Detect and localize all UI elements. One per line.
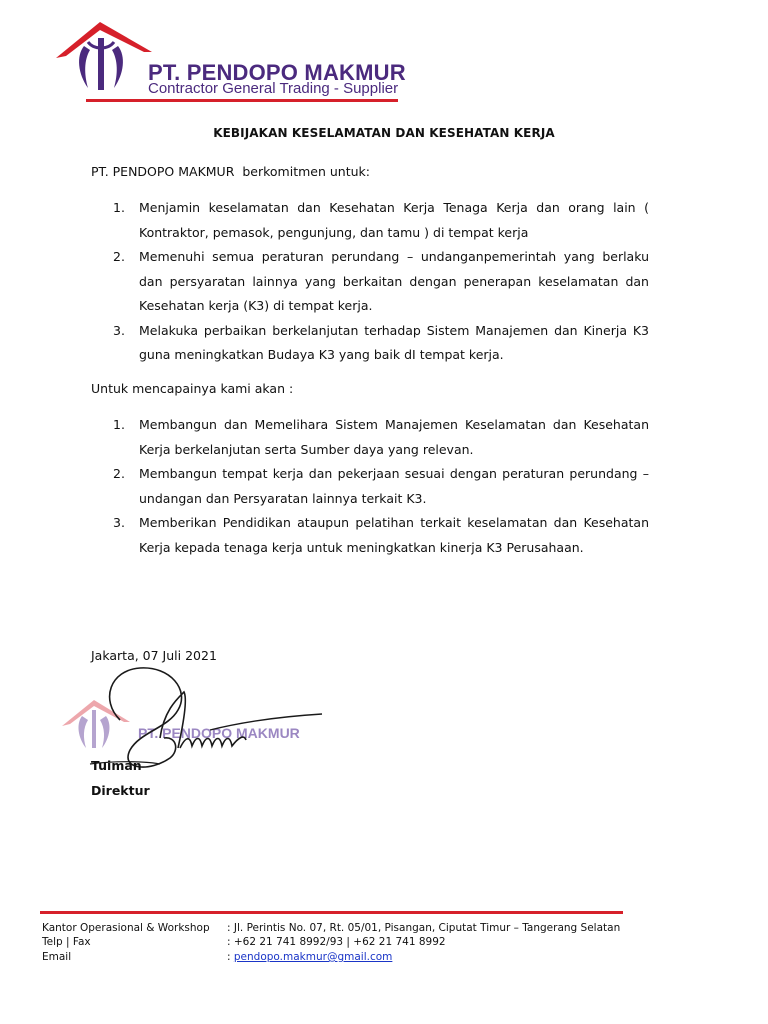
- place-date: Jakarta, 07 Juli 2021: [91, 648, 217, 663]
- footer-phone-label: Telp | Fax: [42, 936, 91, 948]
- list-text: Memenuhi semua peraturan perundang – undanganpemerintah yang berlaku dan persyaratan lainnya yang berkaitan dengan penerapan keselamatan dan Kesehatan kerja (K3) di tempat kerja.: [139, 249, 649, 313]
- footer-office-label: Kantor Operasional & Workshop: [42, 922, 210, 934]
- list-number: 2.: [113, 249, 125, 264]
- footer-email-link[interactable]: pendopo.makmur@gmail.com: [233, 951, 393, 963]
- footer-phone-value: : +62 21 741 8992/93 | +62 21 741 8992: [227, 936, 446, 948]
- list-text: Membangun tempat kerja dan pekerjaan sesuai dengan peraturan perundang – undangan dan Persyaratan lainnya terkait K3.: [139, 466, 649, 506]
- list-text: Memberikan Pendidikan ataupun pelatihan terkait keselamatan dan Kesehatan Kerja kepada tenaga kerja untuk meningkatkan kinerja K3 Perusahaan.: [139, 515, 649, 555]
- logo-pillar-center: [98, 38, 104, 90]
- list-item: [91, 196, 649, 245]
- list-item: [91, 245, 649, 319]
- footer-email-row: [227, 951, 392, 963]
- company-name: PT. PENDOPO MAKMUR: [148, 60, 406, 85]
- footer-email-prefix: :: [227, 951, 234, 963]
- logo-pillar-left: [79, 46, 90, 88]
- list-item: [91, 462, 649, 511]
- list-number: 3.: [113, 322, 125, 338]
- stamp-logo: [62, 700, 130, 748]
- company-logo: [54, 16, 154, 94]
- list-item: [91, 319, 649, 368]
- commitment-list: [91, 196, 649, 368]
- intro-rest: berkomitmen untuk:: [242, 164, 370, 179]
- intro-company: PT. PENDOPO MAKMUR: [91, 164, 235, 179]
- signer-name: Tuiman: [91, 758, 142, 773]
- footer-divider: [40, 911, 623, 914]
- list-item: [91, 511, 649, 560]
- list-text: Melakuka perbaikan berkelanjutan terhadap Sistem Manajemen dan Kinerja K3 guna meningkatkan Budaya K3 yang baik dI tempat kerja.: [139, 322, 649, 362]
- document-title: KEBIJAKAN KESELAMATAN DAN KESEHATAN KERJA: [213, 126, 555, 140]
- list-number: 3.: [113, 515, 125, 530]
- signer-role: Direktur: [91, 783, 150, 798]
- intro-line: [91, 164, 370, 179]
- action-list: [91, 413, 649, 560]
- list-number: 1.: [113, 417, 125, 432]
- stamp-company-text: PT. PENDOPO MAKMUR: [138, 725, 300, 741]
- list-number: 1.: [113, 200, 125, 215]
- footer-email-label: Email: [42, 951, 72, 963]
- footer-office-address: : Jl. Perintis No. 07, Rt. 05/01, Pisangan, Ciputat Timur – Tangerang Selatan: [227, 922, 621, 934]
- section-heading: Untuk mencapainya kami akan :: [91, 381, 294, 396]
- list-item: [91, 413, 649, 462]
- list-number: 2.: [113, 466, 125, 481]
- letterhead-divider: [86, 99, 398, 102]
- company-tagline: Contractor General Trading - Supplier: [148, 80, 399, 97]
- list-text: Menjamin keselamatan dan Kesehatan Kerja Tenaga Kerja dan orang lain ( Kontraktor, pemasok, pengunjung, dan tamu ) di tempat kerja: [139, 200, 649, 240]
- list-text: Membangun dan Memelihara Sistem Manajemen Keselamatan dan Kesehatan Kerja berkelanjutan serta Sumber daya yang relevan.: [139, 417, 649, 457]
- logo-pillar-right: [112, 46, 123, 88]
